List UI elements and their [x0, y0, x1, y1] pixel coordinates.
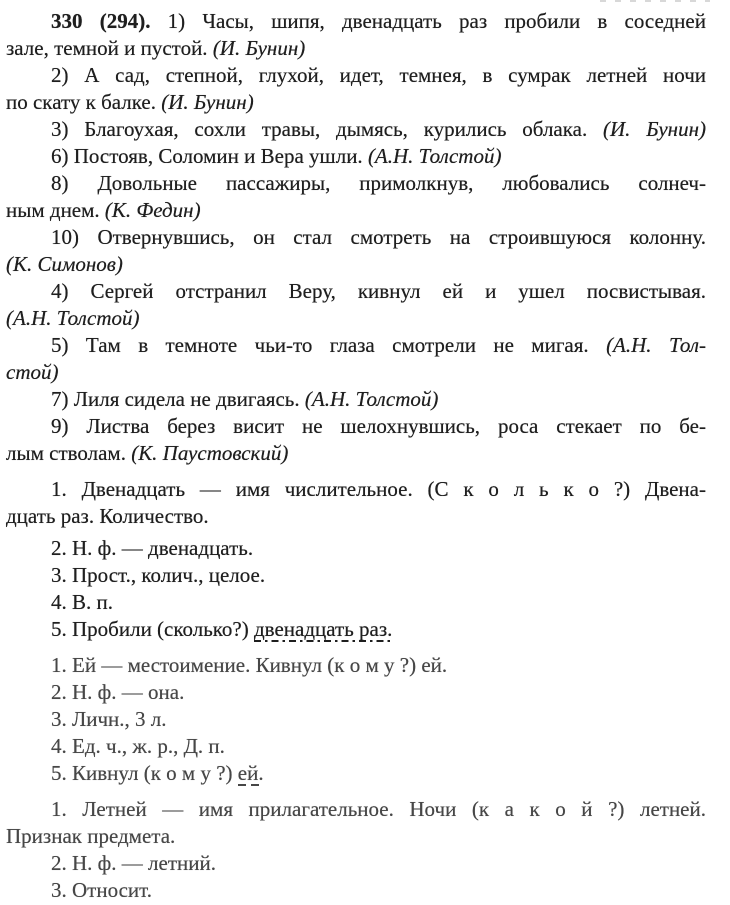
- text-segment: дцать раз. Количество.: [6, 504, 209, 528]
- document-body: [6, 8, 706, 904]
- text-segment: 2. Н. ф. — двенадцать.: [51, 536, 254, 560]
- text-segment: 4. В. п.: [51, 590, 113, 614]
- text-line: [6, 562, 706, 589]
- text-line: [6, 170, 706, 197]
- author-attribution: стой): [6, 360, 59, 384]
- text-line: [6, 706, 706, 733]
- text-line: [6, 850, 706, 877]
- text-segment: 3. Прост., колич., целое.: [51, 563, 266, 587]
- text-line: [6, 224, 706, 251]
- author-attribution: (И. Бунин): [603, 117, 706, 141]
- text-line: [6, 251, 706, 278]
- text-segment: 4) Сергей отстранил Веру, кивнул ей и ушел посвистывая.: [51, 279, 706, 303]
- text-segment: 9) Листва берез висит не шелохнувшись, роса стекает по бе-: [51, 414, 706, 438]
- pronoun-analysis-block: [6, 652, 706, 787]
- text-line: [6, 8, 706, 35]
- author-attribution: (К. Федин): [104, 198, 201, 222]
- text-segment: зале, темной и пустой.: [6, 36, 213, 60]
- text-segment: 1. Летней — имя прилагательное. Ночи (к а к о й ?) летней.: [51, 797, 706, 821]
- author-attribution: (А.Н. Толстой): [6, 306, 140, 330]
- text-segment: 1) Часы, шипя, двенадцать раз пробили в соседней: [167, 9, 706, 33]
- author-attribution: (И. Бунин): [161, 90, 254, 114]
- text-segment: 3) Благоухая, сохли травы, дымясь, курились облака.: [51, 117, 603, 141]
- text-line: [6, 535, 706, 562]
- text-segment: 7) Лиля сидела не двигаясь.: [51, 387, 305, 411]
- text-line: [6, 359, 706, 386]
- text-line: [6, 652, 706, 679]
- text-segment: 2. Н. ф. — она.: [51, 680, 185, 704]
- author-attribution: (А.Н. Толстой): [304, 387, 439, 411]
- text-segment: лым стволам.: [6, 441, 132, 465]
- text-segment: Признак предмета.: [6, 824, 176, 848]
- underlined-object: ей.: [237, 761, 264, 785]
- text-segment: 5. Кивнул (к о м у ?): [51, 761, 238, 785]
- text-line: [6, 89, 706, 116]
- text-segment: 5) Там в темноте чьи-то глаза смотрели не мигая.: [51, 333, 607, 357]
- text-line: [6, 413, 706, 440]
- adjective-analysis-block: [6, 796, 706, 904]
- text-segment: 10) Отвернувшись, он стал смотреть на строившуюся колонну.: [51, 225, 706, 249]
- text-segment: 1. Ей — местоимение. Кивнул (к о м у ?) ей.: [51, 653, 448, 677]
- text-line: [6, 62, 706, 89]
- author-attribution: (А.Н. Тол-: [606, 333, 706, 357]
- text-line: [6, 440, 706, 467]
- author-attribution: (К. Симонов): [6, 252, 123, 276]
- text-segment: 2. Н. ф. — летний.: [51, 851, 216, 875]
- author-attribution: (И. Бунин): [212, 36, 306, 60]
- text-line: [6, 679, 706, 706]
- exercise-number: 330 (294).: [51, 9, 168, 33]
- text-segment: 3. Относит.: [51, 878, 153, 902]
- text-line: [6, 503, 706, 530]
- text-line: [6, 143, 706, 170]
- text-line: [6, 386, 706, 413]
- numeral-analysis-block: [6, 476, 706, 643]
- underlined-adverbial: двенадцать раз.: [254, 617, 393, 641]
- scan-artifact: [600, 0, 710, 2]
- text-segment: 4. Ед. ч., ж. р., Д. п.: [51, 734, 225, 758]
- text-segment: по скату к балке.: [6, 90, 162, 114]
- text-line: [6, 823, 706, 850]
- sentences-block: [6, 8, 706, 467]
- text-line: [6, 877, 706, 904]
- text-line: [6, 305, 706, 332]
- text-segment: 6) Постояв, Соломин и Вера ушли.: [51, 144, 368, 168]
- text-segment: 3. Личн., 3 л.: [51, 707, 167, 731]
- text-line: [6, 760, 706, 787]
- text-segment: 8) Довольные пассажиры, примолкнув, любовались солнеч-: [51, 171, 706, 195]
- text-line: [6, 35, 706, 62]
- text-line: [6, 616, 706, 643]
- text-line: [6, 197, 706, 224]
- text-segment: 2) А сад, степной, глухой, идет, темнея, в сумрак летней ночи: [51, 63, 706, 87]
- text-line: [6, 332, 706, 359]
- text-line: [6, 116, 706, 143]
- text-segment: 1. Двенадцать — имя числительное. (С к о л ь к о ?) Двена-: [51, 477, 706, 501]
- text-line: [6, 733, 706, 760]
- author-attribution: (К. Паустовский): [131, 441, 289, 465]
- text-line: [6, 278, 706, 305]
- text-line: [6, 476, 706, 503]
- author-attribution: (А.Н. Толстой): [367, 144, 502, 168]
- text-segment: 5. Пробили (сколько?): [51, 617, 254, 641]
- text-line: [6, 796, 706, 823]
- text-segment: ным днем.: [6, 198, 105, 222]
- text-line: [6, 589, 706, 616]
